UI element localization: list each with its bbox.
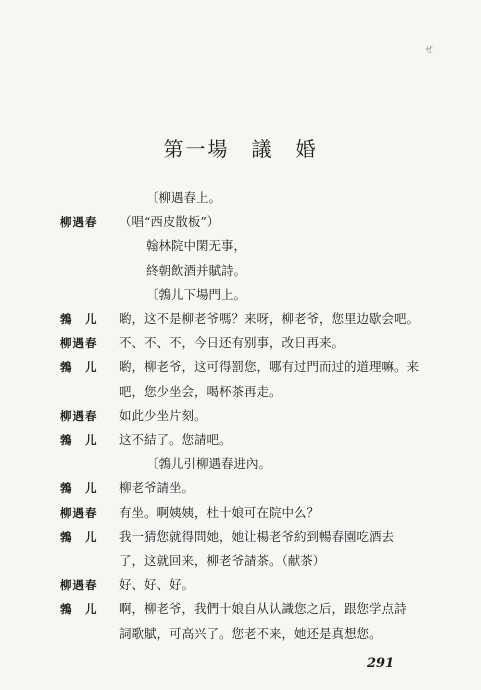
speaker-name: 柳遇春: [60, 578, 98, 593]
dialogue-continuation: 了，这就回来，柳老爷請茶。（献茶）: [119, 553, 326, 568]
dialogue-text: 不、不、不，今日还有别事，改日再来。: [119, 335, 345, 351]
script-line: [0, 188, 481, 208]
stage-direction: 〔鵓儿引柳遇春进內。: [146, 456, 272, 472]
speaker-name: 柳遇春: [60, 408, 98, 423]
script-line: [0, 430, 481, 450]
script-line: [0, 599, 481, 619]
script-line: [0, 406, 481, 426]
dialogue-text: 柳老爷請坐。: [119, 480, 195, 496]
speaker-name: 鵓 儿: [60, 312, 98, 326]
dialogue-text: 喲，这不是柳老爷嗎？来呀，柳老爷，您里边歇会吧。: [119, 311, 420, 326]
dialogue-text: 好、好、好。: [119, 577, 195, 593]
speaker-name: 柳遇春: [60, 215, 98, 230]
script-line: [0, 236, 481, 256]
verse-line: 終朝飲酒并賦詩。: [146, 262, 247, 278]
page-number: 291: [367, 656, 395, 671]
dialogue-text: 有坐。啊姨姨，杜十娘可在院中么？: [119, 504, 320, 520]
speaker-name: 鵓 儿: [60, 481, 98, 496]
dialogue-continuation: 詞歌賦，可高兴了。您老不来，她还是真想您。: [119, 625, 382, 641]
title-char-2: 婚: [295, 137, 318, 161]
dialogue-text: 啊，柳老爷，我們十娘自从认識您之后，跟您学点詩: [119, 601, 407, 617]
script-line: [0, 527, 481, 547]
script-line: [0, 285, 481, 305]
script-line: [0, 503, 481, 523]
dialogue-text: 喲，柳老爷，这可得罰您，哪有过門而过的道理嘛。来: [119, 359, 420, 375]
script-line: [0, 261, 481, 281]
script-line: [0, 212, 481, 232]
script-line: [0, 478, 481, 498]
script-line: [0, 551, 481, 571]
dialogue-text: 如此少坐片刻。: [119, 407, 207, 423]
speaker-name: 鵓 儿: [60, 360, 98, 375]
script-line: [0, 454, 481, 474]
stage-direction: 〔鵓儿下場門上。: [146, 286, 247, 302]
script-line: [0, 357, 481, 377]
stage-direction: 〔柳遇春上。: [146, 190, 222, 205]
script-line: [0, 624, 481, 644]
script-line: [0, 309, 481, 329]
speaker-name: 柳遇春: [60, 505, 98, 520]
script-line: [0, 575, 481, 595]
script-line: [0, 382, 481, 402]
page-title: [0, 133, 481, 162]
title-char-1: 議: [251, 137, 274, 161]
scene-number: 第一場: [163, 137, 230, 161]
speaker-name: 柳遇春: [60, 336, 98, 351]
dialogue-text: （唱“西皮散板”）: [119, 214, 220, 230]
dialogue-continuation: 吧，您少坐会，喝杯茶再走。: [119, 383, 282, 399]
dialogue-text: 这不結了。您請吧。: [119, 432, 232, 447]
corner-mark: せ: [425, 45, 433, 54]
speaker-name: 鵓 儿: [60, 602, 98, 617]
script-line: [0, 333, 481, 353]
speaker-name: 鵓 儿: [60, 529, 98, 544]
verse-line: 翰林院中閑无事，: [146, 238, 247, 254]
speaker-name: 鵓 儿: [60, 433, 98, 447]
dialogue-text: 我一猜您就得問她，她让楊老爷約到暢春園吃酒去: [119, 528, 395, 544]
